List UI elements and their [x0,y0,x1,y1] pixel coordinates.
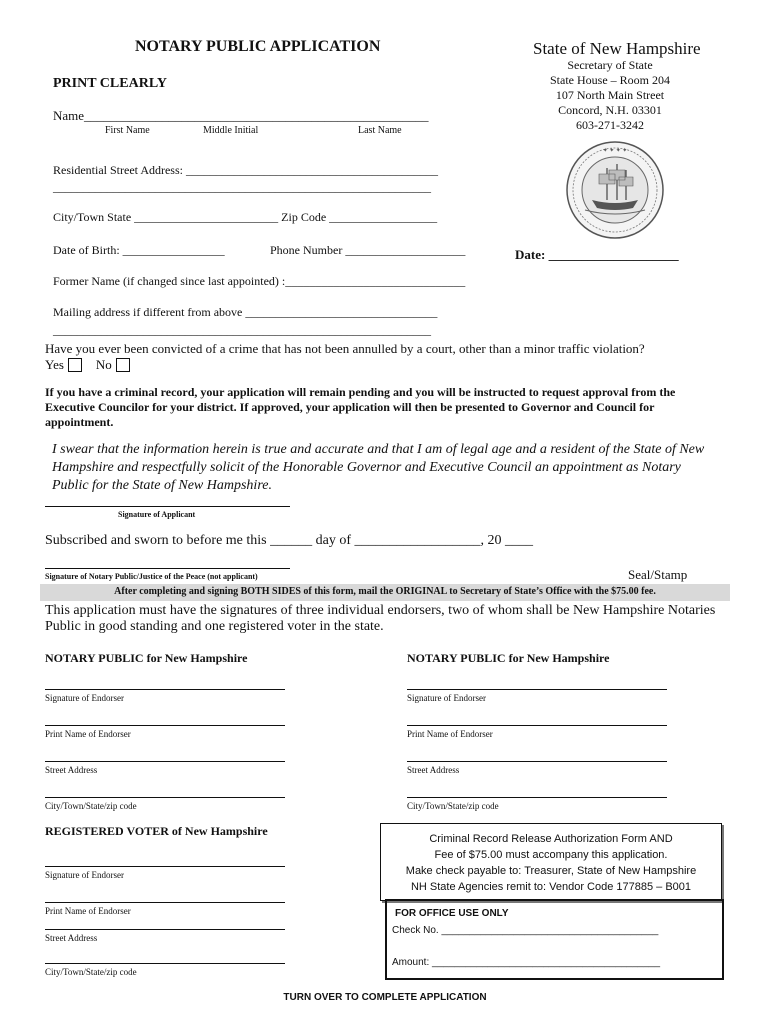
endorser-2-city-line[interactable] [407,797,667,798]
endorser-1-name-label: Print Name of Endorser [45,729,131,739]
city-state-zip-field[interactable]: City/Town State ________________________ Zip Code __________________ [53,210,438,224]
last-name-label: Last Name [358,125,402,136]
applicant-signature-line[interactable] [45,506,290,507]
check-number-field[interactable]: Check No. _______________________________________ [392,925,659,936]
middle-initial-label: Middle Initial [203,125,259,136]
voter-signature-label: Signature of Endorser [45,870,124,880]
criminal-record-notice: If you have a criminal record, your application will remain pending and you will be instructed to request approval from the Executive Councilor for your district. If approved, your application will then be presented to Governor and Council for appointment. [45,385,676,429]
conviction-answer-row [45,357,130,373]
voter-street-line[interactable] [45,929,285,930]
svg-text:✦ ✦ ✦ ✦: ✦ ✦ ✦ ✦ [602,148,628,154]
first-name-label: First Name [105,125,150,136]
subscribed-sworn-field[interactable]: Subscribed and sworn to before me this ______ day of __________________, 20 ____ [45,533,533,548]
turn-over-notice: TURN OVER TO COMPLETE APPLICATION [283,992,487,1003]
mailing-instructions-text: After completing and signing BOTH SIDES of this form, mail the ORIGINAL to Secretary of State’s Office with the $75.00 fee. [114,586,656,597]
endorser-2-signature-line[interactable] [407,689,667,690]
oath-statement: I swear that the information herein is true and accurate and that I am of legal age and a resident of the State of New Hampshire and respectfully solicit of the Honorable Governor and Executive Council an appointment as Notary Public for the State of New Hampshire. [52,442,705,493]
notary-signature-label: Signature of Notary Public/Justice of the Peace (not applicant) [45,572,258,581]
endorser-1-signature-line[interactable] [45,689,285,690]
criminal-box-line: NH State Agencies remit to: Vendor Code 177885 – B001 [410,881,692,893]
office-use-box [385,899,724,980]
date-of-birth-field[interactable]: Date of Birth: _________________ [53,243,225,257]
agency-address [540,58,680,133]
criminal-box-line: Fee of $75.00 must accompany this application. [434,849,668,861]
endorser-2-name-line[interactable] [407,725,667,726]
mailing-address-continued[interactable]: _______________________________________________________________ [53,323,431,337]
form-title: NOTARY PUBLIC APPLICATION [135,38,381,55]
address-line: State House – Room 204 [550,73,670,87]
name-field[interactable]: Name_____________________________________________________ [53,108,429,123]
yes-label: Yes [45,357,64,372]
endorser-2-name-label: Print Name of Endorser [407,729,493,739]
address-line: Concord, N.H. 03301 [558,103,662,117]
residential-address-continued[interactable]: _______________________________________________________________ [53,180,431,194]
no-checkbox[interactable] [116,358,130,372]
endorser-2-signature-label: Signature of Endorser [407,693,486,703]
notary-signature-line[interactable] [45,568,290,569]
address-line: 107 North Main Street [555,88,665,102]
criminal-box-line: Make check payable to: Treasurer, State of New Hampshire [405,865,697,877]
voter-endorser-heading: REGISTERED VOTER of New Hampshire [45,824,268,838]
amount-field[interactable]: Amount: _________________________________________ [392,957,661,968]
voter-name-label: Print Name of Endorser [45,906,131,916]
criminal-record-box [380,823,722,901]
voter-name-line[interactable] [45,902,285,903]
state-title: State of New Hampshire [533,39,701,58]
endorser-2-city-label: City/Town/State/zip code [407,801,499,811]
criminal-box-line: Criminal Record Release Authorization Form AND [429,833,673,845]
state-seal-icon [565,140,665,240]
voter-city-label: City/Town/State/zip code [45,967,137,977]
date-field[interactable]: Date: ____________________ [515,247,679,262]
applicant-signature-label: Signature of Applicant [118,510,196,519]
endorser-requirements: This application must have the signatures of three individual endorsers, two of whom shall be New Hampshire Notaries Public in good standing and one registered voter in the state. [45,603,716,634]
endorser-1-signature-label: Signature of Endorser [45,693,124,703]
endorser-2-street-line[interactable] [407,761,667,762]
former-name-field[interactable]: Former Name (if changed since last appointed) :______________________________ [53,274,466,288]
endorser-1-street-line[interactable] [45,761,285,762]
phone-number-field[interactable]: Phone Number ____________________ [270,243,466,257]
no-label: No [95,357,112,372]
endorser-2-street-label: Street Address [407,765,460,775]
endorser-1-name-line[interactable] [45,725,285,726]
voter-city-line[interactable] [45,963,285,964]
print-clearly-label: PRINT CLEARLY [53,76,167,91]
office-use-title: FOR OFFICE USE ONLY [395,908,509,919]
address-line: Secretary of State [567,58,653,72]
address-line: 603-271-3242 [576,118,644,132]
mailing-address-field[interactable]: Mailing address if different from above ________________________________ [53,305,438,319]
voter-signature-line[interactable] [45,866,285,867]
notary-endorser-heading: NOTARY PUBLIC for New Hampshire [45,651,248,665]
endorser-1-street-label: Street Address [45,765,98,775]
conviction-question: Have you ever been convicted of a crime that has not been annulled by a court, other than a minor traffic violation? [45,341,645,356]
notary-endorser-heading: NOTARY PUBLIC for New Hampshire [407,651,610,665]
voter-street-label: Street Address [45,933,98,943]
endorser-1-city-line[interactable] [45,797,285,798]
endorser-1-city-label: City/Town/State/zip code [45,801,137,811]
residential-address-field[interactable]: Residential Street Address: __________________________________________ [53,163,438,177]
yes-checkbox[interactable] [68,358,82,372]
seal-stamp-label: Seal/Stamp [628,567,688,582]
